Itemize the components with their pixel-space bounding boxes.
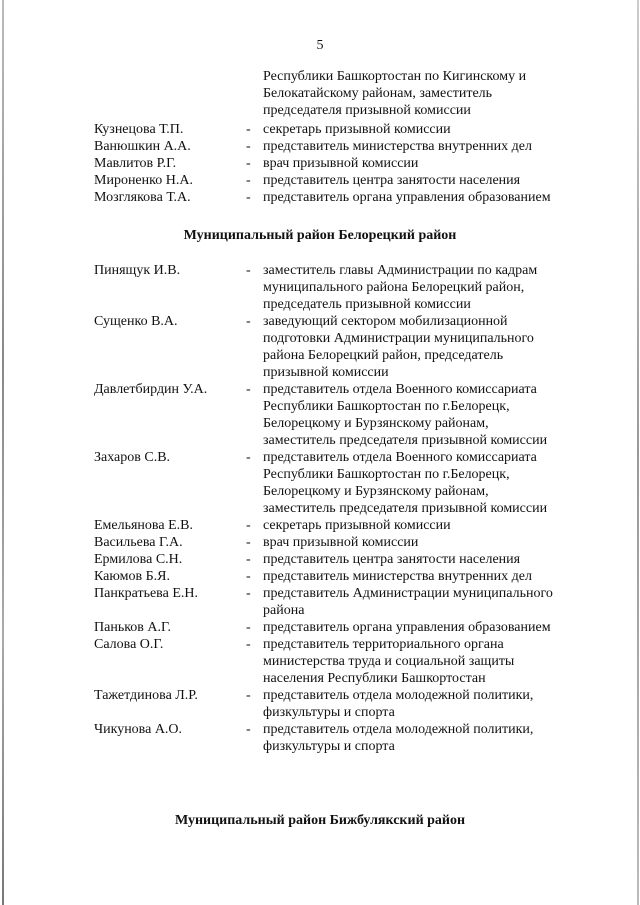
member-role bbox=[263, 155, 593, 172]
section-heading-beloretsk: Муниципальный район Белорецкий район bbox=[183, 228, 457, 243]
member-role bbox=[263, 172, 593, 189]
member-name: Васильева Г.А. bbox=[94, 535, 183, 550]
role-line: Республики Башкортостан по г.Белорецк, bbox=[263, 467, 510, 482]
member-role bbox=[263, 636, 593, 687]
member-role bbox=[263, 121, 593, 138]
role-line: Республики Башкортостан по Кигинскому и bbox=[263, 69, 527, 84]
dash-separator: - bbox=[246, 139, 251, 154]
member-name: Кузнецова Т.П. bbox=[94, 122, 184, 137]
role-line: представитель министерства внутренних дел bbox=[263, 139, 532, 154]
role-line: муниципального района Белорецкий район, bbox=[263, 280, 525, 295]
role-line: врач призывной комиссии bbox=[263, 535, 419, 550]
role-line: Белорецкому и Бурзянскому районам, bbox=[263, 416, 489, 431]
dash-separator: - bbox=[246, 552, 251, 567]
member-role bbox=[263, 585, 593, 619]
dash-separator: - bbox=[246, 122, 251, 137]
section-heading-bizhbulyak: Муниципальный район Бижбулякский район bbox=[174, 813, 466, 828]
dash-separator: - bbox=[246, 688, 251, 703]
member-role bbox=[263, 568, 593, 585]
role-line: представитель территориального органа bbox=[263, 637, 504, 652]
member-row bbox=[0, 155, 640, 172]
dash-separator: - bbox=[246, 263, 251, 278]
continuation-role bbox=[263, 68, 593, 119]
role-line: председателя призывной комиссии bbox=[263, 103, 471, 118]
member-row bbox=[0, 687, 640, 721]
member-row bbox=[0, 121, 640, 138]
dash-separator: - bbox=[246, 156, 251, 171]
role-line: подготовки Администрации муниципального bbox=[263, 331, 534, 346]
role-line: представитель органа управления образованием bbox=[263, 620, 551, 635]
member-role bbox=[263, 381, 593, 449]
page-number: 5 bbox=[316, 38, 324, 53]
role-line: представитель отдела Военного комиссариата bbox=[263, 382, 537, 397]
member-name: Мироненко Н.А. bbox=[94, 173, 193, 188]
dash-separator: - bbox=[246, 173, 251, 188]
role-line: представитель органа управления образованием bbox=[263, 190, 551, 205]
role-line: представитель отдела молодежной политики, bbox=[263, 688, 534, 703]
dash-separator: - bbox=[246, 314, 251, 329]
role-line: заместитель председателя призывной комиссии bbox=[263, 433, 548, 448]
role-line: Белокатайскому районам, заместитель bbox=[263, 86, 493, 101]
role-line: заведующий сектором мобилизационной bbox=[263, 314, 508, 329]
member-name: Каюмов Б.Я. bbox=[94, 569, 170, 584]
dash-separator: - bbox=[246, 586, 251, 601]
role-line: района Белорецкий район, председатель bbox=[263, 348, 504, 363]
member-name: Пинящук И.В. bbox=[94, 263, 181, 278]
member-row bbox=[0, 313, 640, 381]
role-line: врач призывной комиссии bbox=[263, 156, 419, 171]
role-line: района bbox=[263, 603, 305, 618]
member-row bbox=[0, 721, 640, 755]
member-name: Мавлитов Р.Г. bbox=[94, 156, 177, 171]
member-role bbox=[263, 449, 593, 517]
member-row bbox=[0, 189, 640, 206]
member-row bbox=[0, 517, 640, 534]
member-role bbox=[263, 721, 593, 755]
member-role bbox=[263, 262, 593, 313]
role-line: Республики Башкортостан по г.Белорецк, bbox=[263, 399, 510, 414]
member-row bbox=[0, 381, 640, 449]
member-row bbox=[0, 551, 640, 568]
member-name: Ванюшкин А.А. bbox=[94, 139, 191, 154]
role-line: представитель центра занятости населения bbox=[263, 552, 521, 567]
member-role bbox=[263, 138, 593, 155]
dash-separator: - bbox=[246, 569, 251, 584]
dash-separator: - bbox=[246, 450, 251, 465]
role-line: представитель отдела молодежной политики, bbox=[263, 722, 534, 737]
member-name: Тажетдинова Л.Р. bbox=[94, 688, 198, 703]
role-line: секретарь призывной комиссии bbox=[263, 122, 451, 137]
member-name: Чикунова А.О. bbox=[94, 722, 183, 737]
member-row bbox=[0, 585, 640, 619]
role-line: Белорецкому и Бурзянскому районам, bbox=[263, 484, 489, 499]
role-line: заместитель председателя призывной комиссии bbox=[263, 501, 548, 516]
member-name: Ермилова С.Н. bbox=[94, 552, 183, 567]
dash-separator: - bbox=[246, 535, 251, 550]
role-line: представитель Администрации муниципального bbox=[263, 586, 553, 601]
member-role bbox=[263, 189, 593, 206]
member-role bbox=[263, 687, 593, 721]
member-name: Мозглякова Т.А. bbox=[94, 190, 191, 205]
member-row bbox=[0, 619, 640, 636]
role-line: секретарь призывной комиссии bbox=[263, 518, 451, 533]
continuation-text bbox=[0, 68, 640, 119]
role-line: физкультуры и спорта bbox=[263, 739, 395, 754]
role-line: представитель центра занятости населения bbox=[263, 173, 521, 188]
dash-separator: - bbox=[246, 722, 251, 737]
member-role bbox=[263, 534, 593, 551]
role-line: министерства труда и социальной защиты bbox=[263, 654, 515, 669]
dash-separator: - bbox=[246, 518, 251, 533]
role-line: председатель призывной комиссии bbox=[263, 297, 471, 312]
member-role bbox=[263, 313, 593, 381]
member-role bbox=[263, 517, 593, 534]
member-name: Емельянова Е.В. bbox=[94, 518, 193, 533]
dash-separator: - bbox=[246, 620, 251, 635]
member-row bbox=[0, 172, 640, 189]
role-line: физкультуры и спорта bbox=[263, 705, 395, 720]
member-name: Сущенко В.А. bbox=[94, 314, 178, 329]
dash-separator: - bbox=[246, 637, 251, 652]
member-row bbox=[0, 636, 640, 687]
member-name: Салова О.Г. bbox=[94, 637, 164, 652]
member-row bbox=[0, 534, 640, 551]
role-line: заместитель главы Администрации по кадрам bbox=[263, 263, 538, 278]
member-name: Панкратьева Е.Н. bbox=[94, 586, 198, 601]
member-role bbox=[263, 619, 593, 636]
role-line: населения Республики Башкортостан bbox=[263, 671, 486, 686]
member-row bbox=[0, 262, 640, 313]
role-line: представитель министерства внутренних дел bbox=[263, 569, 532, 584]
member-name: Давлетбирдин У.А. bbox=[94, 382, 208, 397]
member-row bbox=[0, 449, 640, 517]
member-row bbox=[0, 138, 640, 155]
member-name: Паньков А.Г. bbox=[94, 620, 172, 635]
member-list-kiginsky bbox=[0, 121, 640, 206]
role-line: представитель отдела Военного комиссариата bbox=[263, 450, 537, 465]
member-list-beloretsk bbox=[0, 262, 640, 755]
member-row bbox=[0, 568, 640, 585]
role-line: призывной комиссии bbox=[263, 365, 389, 380]
member-role bbox=[263, 551, 593, 568]
member-name: Захаров С.В. bbox=[94, 450, 171, 465]
dash-separator: - bbox=[246, 190, 251, 205]
dash-separator: - bbox=[246, 382, 251, 397]
